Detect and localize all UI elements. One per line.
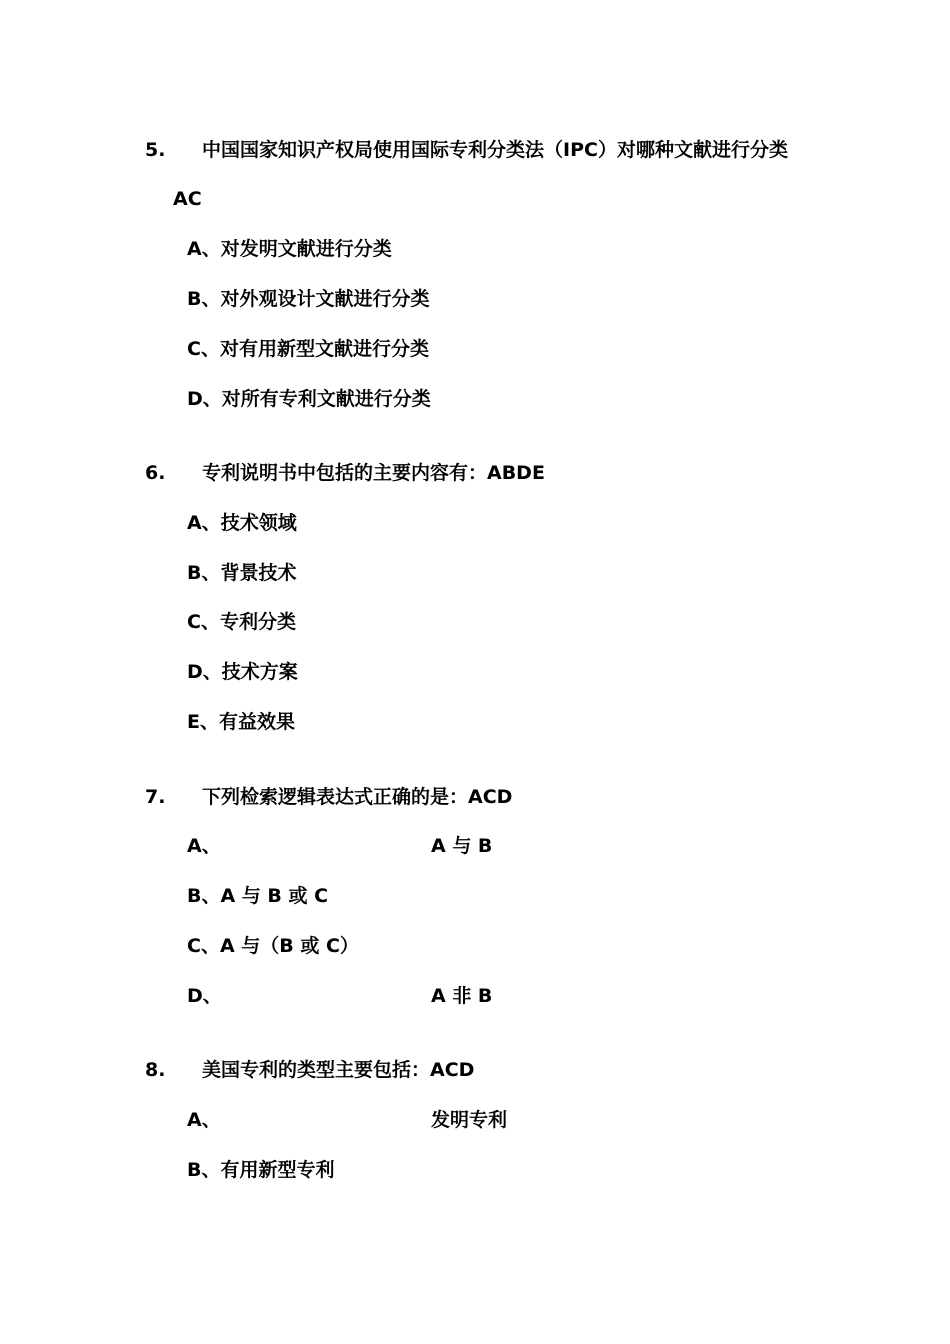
- option-label: B、有用新型专利: [187, 1159, 335, 1181]
- question-number: 6.: [145, 462, 166, 484]
- question-text: 美国专利的类型主要包括：ACD: [202, 1059, 475, 1081]
- question-number: 8.: [145, 1059, 166, 1081]
- option-label: D、对所有专利文献进行分类: [187, 388, 431, 410]
- option-label: A、: [187, 1109, 221, 1131]
- option-label: A、技术领域: [187, 512, 297, 534]
- option-label: A、对发明文献进行分类: [187, 238, 392, 260]
- question-text: 中国国家知识产权局使用国际专利分类法（IPC）对哪种文献进行分类: [202, 139, 788, 161]
- option-label: E、有益效果: [187, 711, 295, 733]
- question-text: 下列检索逻辑表达式正确的是：ACD: [202, 786, 513, 808]
- option-value: 发明专利: [431, 1109, 508, 1131]
- question-number: 7.: [145, 786, 166, 808]
- option-label: C、A 与（B 或 C）: [187, 935, 359, 957]
- option-label: B、对外观设计文献进行分类: [187, 288, 430, 310]
- option-value: A 非 B: [431, 985, 493, 1007]
- answer-text: AC: [173, 188, 202, 210]
- option-label: B、背景技术: [187, 562, 297, 584]
- option-value: A 与 B: [431, 835, 493, 857]
- option-label: D、: [187, 985, 222, 1007]
- option-label: C、专利分类: [187, 611, 296, 633]
- question-text: 专利说明书中包括的主要内容有：ABDE: [202, 462, 545, 484]
- option-label: A、: [187, 835, 221, 857]
- option-label: D、技术方案: [187, 661, 298, 683]
- option-label: C、对有用新型文献进行分类: [187, 338, 429, 360]
- option-label: B、A 与 B 或 C: [187, 885, 329, 907]
- question-number: 5.: [145, 139, 166, 161]
